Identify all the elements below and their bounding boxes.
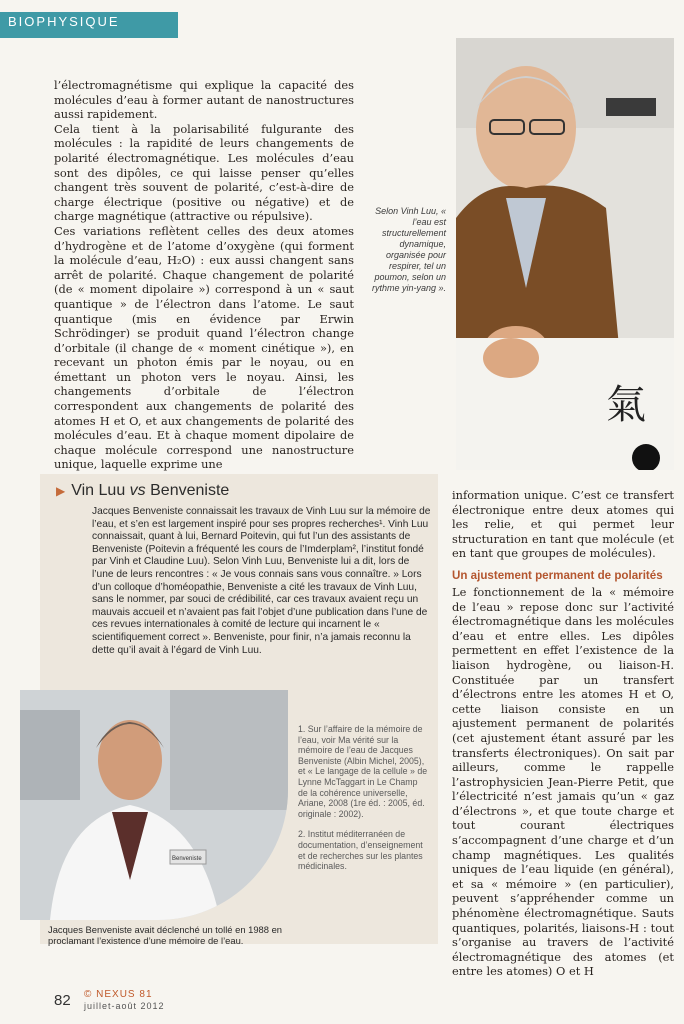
footnotes bbox=[298, 724, 428, 882]
section-title: BIOPHYSIQUE bbox=[8, 14, 120, 29]
name-badge: Benveniste bbox=[172, 856, 202, 862]
footnote-1: 1. Sur l’affaire de la mémoire de l’eau, voir Ma vérité sur la mémoire de l’eau de Jacques Benveniste (Albin Michel, 2005), et « Le langage de la cellule » de Lynne McTaggart in Le Champ de la cohérence universelle, Ariane, 2008 (1re éd. : 2005, éd. originale : 2002). bbox=[298, 724, 428, 819]
sidebar-body bbox=[92, 506, 432, 657]
main-article-column bbox=[54, 78, 354, 472]
triangle-icon: ▶ bbox=[56, 484, 66, 498]
paragraph: Cela tient à la polarisabilité fulgurante des molécules : la rapidité de leurs changements de polarité électromagnétique. Les molécules d’eau sont des dipôles, ce qui laisse penser qu’elles changent très souvent de polarité, c’est-à-dire de charge électrique (positive ou négative) et de charge magnétique (attractive ou répulsive). bbox=[54, 121, 354, 224]
sidebar-title-rest: Benveniste bbox=[150, 482, 230, 499]
paragraph: Le fonctionnement de la « mémoire de l’eau » repose donc sur l’activité électromagnétique dans les molécules d’eau et entre elles. Les dipôles permettent en effet l’existence de la liaison hydrogène, ou liaison-H. Constituée par un transfert d’électrons entre les atomes H et O, cette liaison consiste en un ajustement permanent de polarités (cet ajustement étant assuré par les transferts électroniques). On sait par ailleurs, comme le rappelle l’astrophysicien Jean-Pierre Petit, que l’électricité n’est jamais qu’un « gaz d’électrons », et que toute charge et tout courant électriques s’accompagnent d’une charge et d’un champ magnétiques. Les qualités uniques de l’eau liquide (en général), et sa « mémoire » (en particulier), peuvent s’appréhender comme un phénomène électromagnétique. Sauts quantiques, polarités, liaisons-H : tout s’organise au travers de l’activité électromagnétique des atomes (et entre les atomes) O et H bbox=[452, 584, 674, 979]
sidebar-title-vs: vs bbox=[129, 482, 146, 499]
calligraphy-glyph: 氣 bbox=[606, 382, 646, 428]
bottom-photo-caption: Jacques Benveniste avait déclenché un tollé en 1988 en proclamant l’existence d’une mémoire de l’eau. bbox=[48, 924, 283, 947]
page-number: 82 bbox=[54, 992, 71, 1009]
issue-date: juillet-août 2012 bbox=[84, 1001, 165, 1011]
paragraph: l’électromagnétisme qui explique la capacité des molécules d’eau à former autant de nanostructures aussi rapidement. bbox=[54, 78, 354, 122]
sidebar-title bbox=[56, 482, 229, 500]
vinh-luu-photo bbox=[456, 38, 674, 470]
right-article-column bbox=[452, 488, 674, 979]
paragraph: information unique. C’est ce transfert électronique entre deux atomes qui les relie, et qui permet leur structuration en tant que molécule (et en tant que groupes de molécules). bbox=[452, 488, 674, 561]
paragraph: Ces variations reflètent celles des deux atomes d’hydrogène et de l’atome d’oxygène (qui forment la molécule d’eau, H₂O) : eux aussi changent sans arrêt de polarité. Chaque changement de polarité (de « moment dipolaire ») correspond à un « saut quantique » de l’électron dans l’atome. Le saut quantique (mis en évidence par Erwin Schrödinger) se produit quand l’électron change d’orbitale (il change de « moment cinétique »), en recevant un photon émis par le noyau, ou en émettant un photon vers le noyau. Ainsi, les changements d’orbitale de l’électron correspondent aux changements de polarité des atomes H et O, et aux changements de polarité des molécules d’eau. Et à chaque moment dipolaire de chaque molécule correspond une nanostructure unique, laquelle exprime une bbox=[54, 223, 354, 472]
top-photo-caption-text: Selon Vinh Luu, « l’eau est structurellement dynamique, organisée pour respirer, tel un poumon, selon un rythme yin-yang ». bbox=[371, 206, 446, 293]
top-photo-caption-box bbox=[360, 206, 446, 294]
subheading: Un ajustement permanent de polarités bbox=[452, 568, 663, 582]
footnote-2: 2. Institut méditerranéen de documentation, d’enseignement et de recherches sur les plantes médicinales. bbox=[298, 829, 423, 872]
magazine-name: © NEXUS 81 bbox=[84, 989, 153, 1000]
sidebar-title-name: Vin Luu bbox=[71, 482, 126, 499]
sidebar-paragraph: Jacques Benveniste connaissait les travaux de Vinh Luu sur la mémoire de l’eau, et s’en est largement inspiré pour ses propres recherches¹. Vinh Luu connaissait, quant à lui, Bernard Poitevin, qui fut l’un des assistants de Benveniste (Poitevin a fréquenté les cours de l’Imderplam², l’institut fondé par Vinh et Claudine Luu). Selon Vinh Luu, Benveniste lui a dit, lors de l’une de leurs rencontres : « Je vous connais sans vous connaître. » Lors d’un colloque d’homéopathie, Benveniste a cité les travaux de Vinh Luu, sans le nommer, par souci de crédibilité, car ces travaux avaient reçu un mauvais accueil et n’avaient pas fait l’objet d’une publication dans l’une de ces revues internationales à comité de lecture qui incarnent le « scientifiquement correct ». Benveniste, pour finir, n’a jamais reconnu la dette qu’il avait à l’égard de Vinh Luu. bbox=[92, 506, 431, 656]
